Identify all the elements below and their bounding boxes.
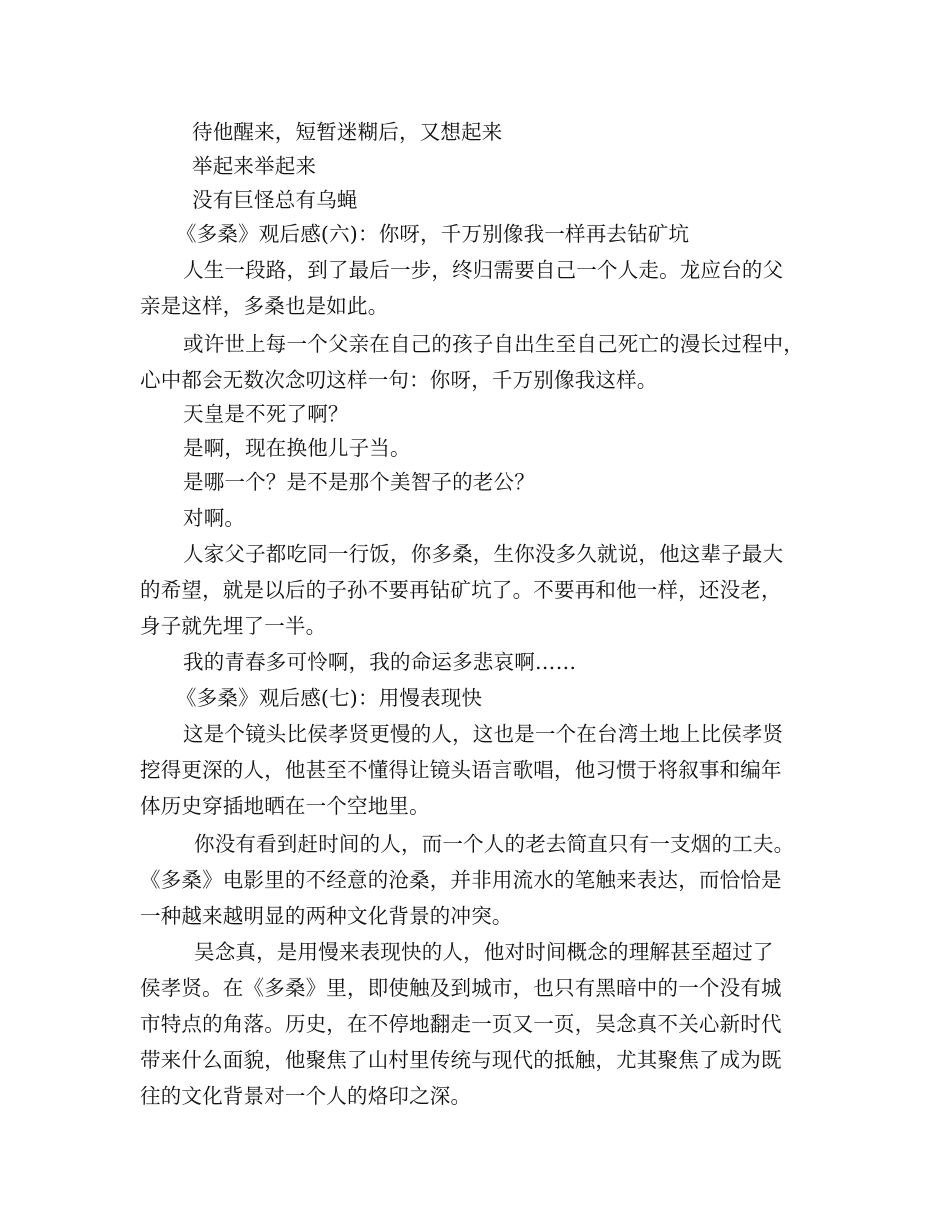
text-line: 亲是这样，多桑也是如此。 — [140, 294, 389, 318]
text-line: 《多桑》电影里的不经意的沧桑，并非用流水的笔触来表达，而恰恰是 — [140, 868, 782, 892]
text-line: 市特点的角落。历史，在不停地翻走一页又一页，吴念真不关心新时代 — [140, 1012, 782, 1036]
text-line: 天皇是不死了啊？ — [183, 402, 349, 426]
text-line: 或许世上每一个父亲在自己的孩子自出生至自己死亡的漫长过程中， — [183, 332, 804, 356]
text-line: 体历史穿插地晒在一个空地里。 — [140, 794, 430, 818]
text-line: 带来什么面貌，他聚焦了山村里传统与现代的抵触，尤其聚焦了成为既 — [140, 1048, 782, 1072]
text-line: 侯孝贤。在《多桑》里，即使触及到城市，也只有黑暗中的一个没有城 — [140, 976, 782, 1000]
text-line: 是哪一个？是不是那个美智子的老公？ — [183, 470, 535, 494]
text-line: 身子就先埋了一半。 — [140, 614, 327, 638]
text-line: 一种越来越明显的两种文化背景的冲突。 — [140, 904, 513, 928]
text-line: 人生一段路，到了最后一步，终归需要自己一个人走。龙应台的父 — [183, 258, 784, 282]
text-line: 人家父子都吃同一行饭，你多桑，生你没多久就说，他这辈子最大 — [183, 542, 784, 566]
text-line: 心中都会无数次念叨这样一句：你呀，千万别像我这样。 — [140, 368, 658, 392]
text-line: 往的文化背景对一个人的烙印之深。 — [140, 1084, 472, 1108]
text-line: 这是个镜头比侯孝贤更慢的人，这也是一个在台湾土地上比侯孝贤 — [183, 722, 784, 746]
text-line: 待他醒来，短暂迷糊后，又想起来 — [192, 120, 503, 144]
section-heading: 《多桑》观后感(七)：用慢表现快 — [176, 686, 483, 710]
text-line: 的希望，就是以后的子孙不要再钻矿坑了。不要再和他一样，还没老， — [140, 578, 782, 602]
text-line: 挖得更深的人，他甚至不懂得让镜头语言歌唱，他习惯于将叙事和编年 — [140, 758, 782, 782]
text-line: 是啊，现在换他儿子当。 — [183, 436, 411, 460]
text-line: 吴念真，是用慢来表现快的人，他对时间概念的理解甚至超过了 — [194, 940, 774, 964]
text-line: 我的青春多可怜啊，我的命运多悲哀啊…… — [183, 650, 577, 674]
section-heading: 《多桑》观后感(六)：你呀，千万别像我一样再去钻矿坑 — [176, 222, 690, 246]
text-line: 举起来举起来 — [192, 154, 317, 178]
text-line: 对啊。 — [183, 506, 246, 530]
text-line: 没有巨怪总有乌蝇 — [192, 188, 358, 212]
text-line: 你没有看到赶时间的人，而一个人的老去简直只有一支烟的工夫。 — [194, 832, 795, 856]
